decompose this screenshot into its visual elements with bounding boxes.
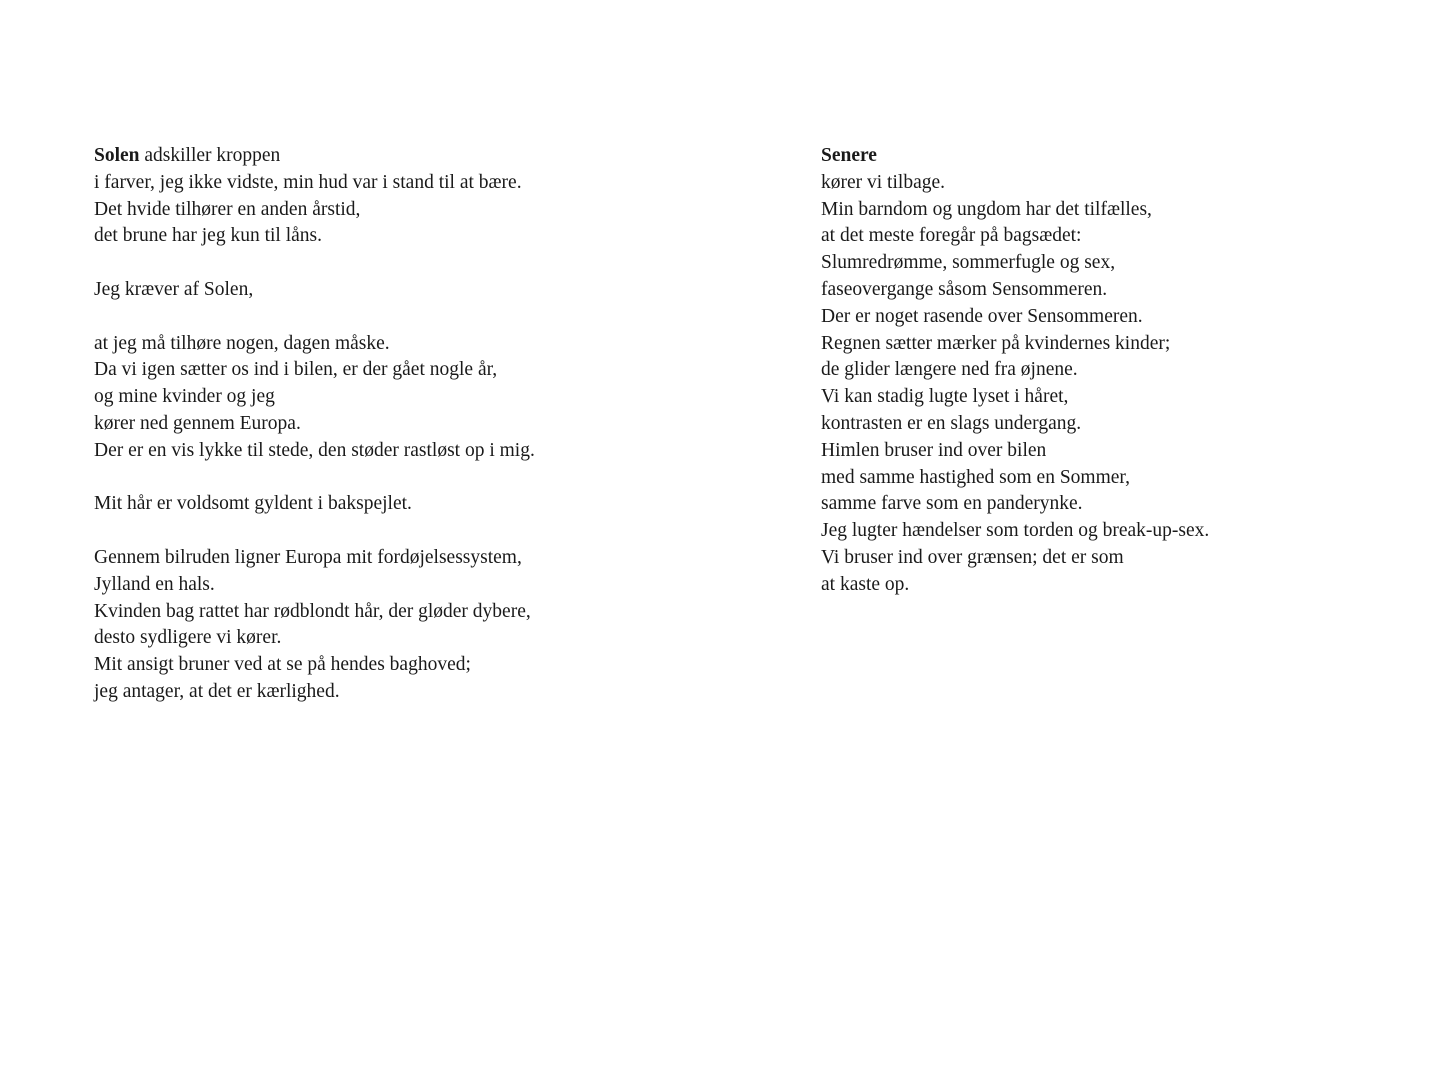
poem-line: Der er noget rasende over Sensommeren. [821, 305, 1143, 327]
poem-line: Mit ansigt bruner ved at se på hendes baghoved; [94, 654, 471, 676]
poem-line: at kaste op. [821, 573, 910, 595]
right-lead-word: Senere [821, 145, 877, 166]
poem-line: Jeg kræver af Solen, [94, 278, 254, 300]
poem-line: Da vi igen sætter os ind i bilen, er der gået nogle år, [94, 359, 498, 381]
left-stanza-2 [94, 277, 734, 304]
poem-line: Min barndom og ungdom har det tilfælles, [821, 198, 1152, 220]
poem-line: det brune har jeg kun til låns. [94, 225, 322, 247]
poem-line: kører vi tilbage. [821, 171, 945, 193]
poem-line: i farver, jeg ikke vidste, min hud var i stand til at bære. [94, 171, 522, 193]
poem-line: de glider længere ned fra øjnene. [821, 359, 1078, 381]
poem-line: med samme hastighed som en Sommer, [821, 466, 1131, 488]
left-lead-word: Solen [94, 145, 140, 166]
poem-line: Jylland en hals. [94, 573, 215, 595]
poem-line: at jeg må tilhøre nogen, dagen måske. [94, 332, 390, 354]
poem-line: Vi bruser ind over grænsen; det er som [821, 546, 1124, 568]
poem-line: kører ned gennem Europa. [94, 412, 301, 434]
poem-line: samme farve som en panderynke. [821, 493, 1083, 515]
poem-line: Der er en vis lykke til stede, den støder rastløst op i mig. [94, 439, 535, 461]
poem-line: Regnen sætter mærker på kvindernes kinder; [821, 332, 1171, 354]
poem-line: og mine kvinder og jeg [94, 386, 275, 408]
left-stanza-1 [94, 143, 734, 250]
poem-line: desto sydligere vi kører. [94, 627, 282, 649]
right-page [821, 143, 1421, 625]
left-lead-rest: adskiller kroppen [139, 145, 281, 166]
poem-line: Det hvide tilhører en anden årstid, [94, 198, 361, 220]
poem-line: jeg antager, at det er kærlighed. [94, 680, 340, 702]
poem-line: Kvinden bag rattet har rødblondt hår, der gløder dybere, [94, 600, 531, 622]
right-stanza-1 [821, 143, 1421, 599]
poem-line: Gennem bilruden ligner Europa mit fordøjelsessystem, [94, 546, 522, 568]
poem-line: Mit hår er voldsomt gyldent i bakspejlet. [94, 493, 412, 515]
poem-line: Jeg lugter hændelser som torden og break-up-sex. [821, 520, 1210, 542]
poem-line: Himlen bruser ind over bilen [821, 439, 1047, 461]
left-stanza-5 [94, 545, 734, 706]
poem-line: Vi kan stadig lugte lyset i håret, [821, 386, 1069, 408]
poem-line: Slumredrømme, sommerfugle og sex, [821, 252, 1116, 274]
left-opening-line [94, 143, 734, 170]
left-stanza-4 [94, 491, 734, 518]
poem-line: faseovergange såsom Sensommeren. [821, 278, 1108, 300]
poem-line: at det meste foregår på bagsædet: [821, 225, 1082, 247]
left-page [94, 143, 734, 733]
poem-line: kontrasten er en slags undergang. [821, 412, 1082, 434]
left-stanza-3 [94, 331, 734, 465]
